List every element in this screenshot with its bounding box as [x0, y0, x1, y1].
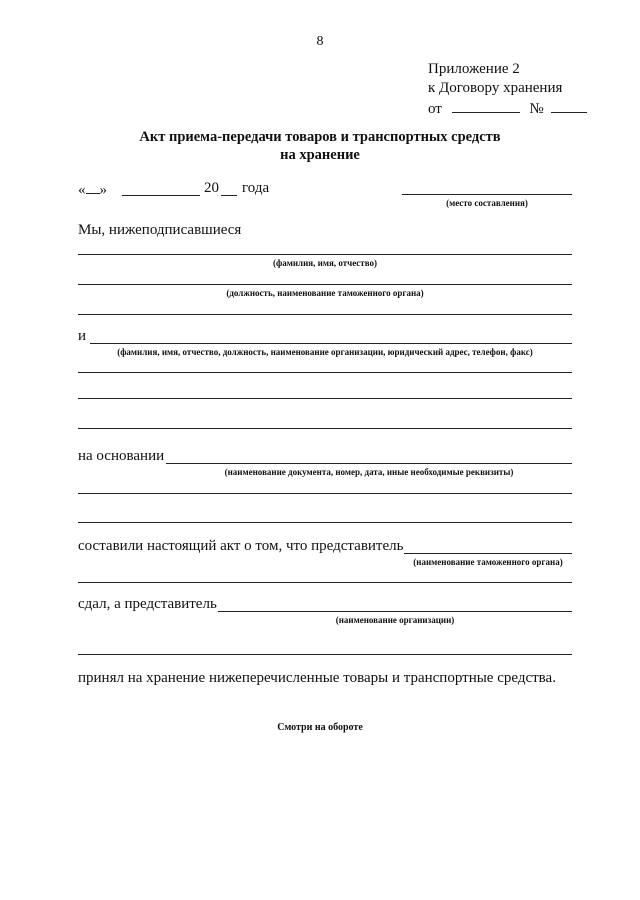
party2-caption: (фамилия, имя, отчество, должность, наименование организации, юридический адрес, телефон, факс) [117, 347, 533, 357]
appendix-block [428, 60, 587, 119]
and-label: и [78, 328, 87, 344]
date-row [78, 180, 107, 199]
year-blank[interactable] [221, 195, 237, 196]
basis-extra-line-1[interactable] [78, 493, 572, 494]
customs-rep-line[interactable] [404, 553, 572, 554]
page-number: 8 [316, 34, 324, 49]
document-title [0, 128, 640, 164]
party2-extra-line-3[interactable] [78, 428, 572, 429]
party2-line[interactable] [90, 343, 572, 344]
footer-note: Смотри на обороте [277, 722, 363, 733]
org-caption: (наименование организации) [335, 615, 455, 625]
composed-label: составили настоящий акт о том, что представитель [78, 538, 404, 554]
contract-number-blank[interactable] [551, 98, 587, 113]
customs-extra-line[interactable] [78, 582, 572, 583]
extra-line-1[interactable] [78, 314, 572, 315]
handed-label: сдал, а представитель [78, 596, 217, 612]
fio-caption: (фамилия, имя, отчество) [272, 258, 378, 268]
quote-close: » [99, 182, 107, 198]
basis-caption: (наименование документа, номер, дата, иные необходимые реквизиты) [224, 467, 514, 477]
appendix-line-3 [428, 98, 587, 119]
title-line-1: Акт приема-передачи товаров и транспортных средств [139, 129, 501, 145]
contract-date-blank[interactable] [452, 98, 520, 113]
basis-label: на основании [78, 448, 165, 464]
place-caption: (место составления) [446, 198, 528, 208]
basis-extra-line-2[interactable] [78, 522, 572, 523]
position-line[interactable] [78, 284, 572, 285]
org-extra-line[interactable] [78, 654, 572, 655]
month-blank[interactable] [122, 195, 200, 196]
quote-open: « [78, 182, 86, 198]
place-blank[interactable] [402, 194, 572, 195]
appendix-number-label: № [529, 101, 544, 117]
party2-extra-line-1[interactable] [78, 372, 572, 373]
year-suffix: года [242, 180, 270, 196]
accepted-text: принял на хранение нижеперечисленные товары и транспортные средства. [78, 670, 556, 686]
we-signed-label: Мы, нижеподписавшиеся [78, 222, 242, 238]
customs-caption: (наименование таможенного органа) [413, 557, 563, 567]
position-caption: (должность, наименование таможенного органа) [226, 288, 424, 298]
appendix-line-2: к Договору хранения [428, 80, 563, 96]
party2-extra-line-2[interactable] [78, 398, 572, 399]
fio-line[interactable] [78, 254, 572, 255]
basis-line[interactable] [166, 463, 572, 464]
appendix-from-label: от [428, 101, 442, 117]
year-prefix: 20 [204, 180, 219, 196]
appendix-line-1: Приложение 2 [428, 61, 520, 77]
org-rep-line[interactable] [218, 611, 572, 612]
title-line-2: на хранение [280, 147, 360, 163]
day-blank[interactable] [86, 180, 100, 194]
